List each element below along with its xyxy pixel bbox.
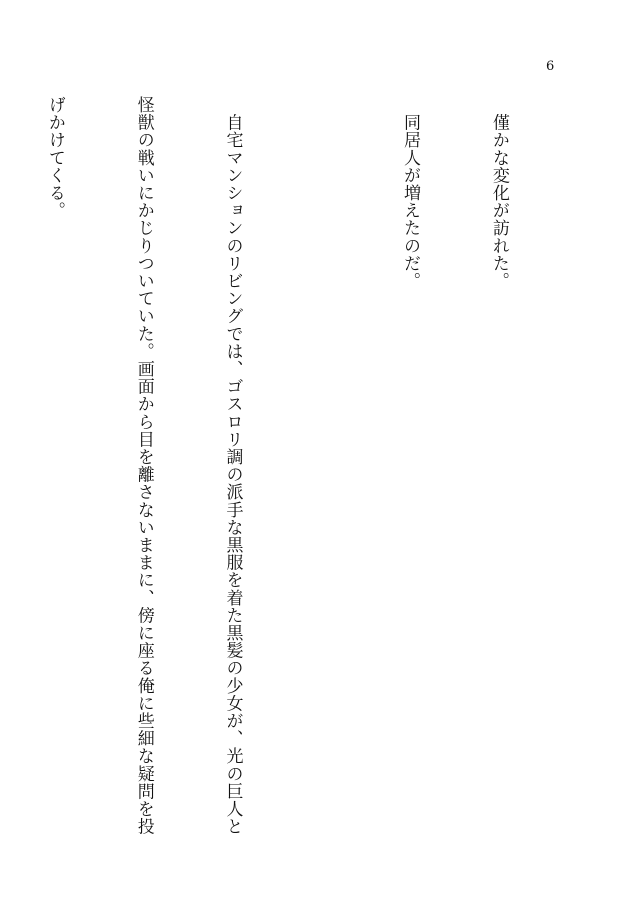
text-line: げかけてくる。 <box>44 96 65 220</box>
page-number: 6 <box>546 59 555 74</box>
text-line <box>306 96 336 886</box>
text-line: 怪獣の戦いにかじりついていた。画面から目を離さないままに、傍に座る俺に些細な疑問を投 <box>133 96 154 836</box>
text-line: 同居人が増えたのだ。 <box>400 96 421 290</box>
novel-body-text <box>0 96 572 886</box>
text-line: 自宅マンションのリビングでは、ゴスロリ調の派手な黒服を着た黒髪の少女が、光の巨人と <box>222 96 243 836</box>
text-line: 僅かな変化が訪れた。 <box>488 96 509 290</box>
